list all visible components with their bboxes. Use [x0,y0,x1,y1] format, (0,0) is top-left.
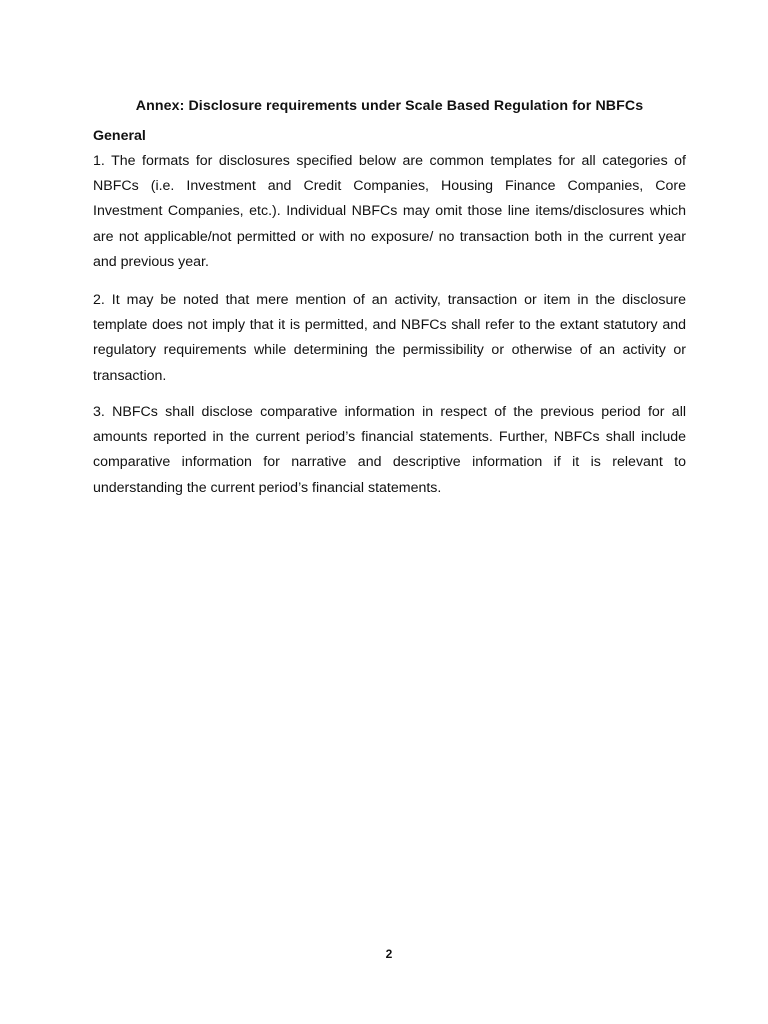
page-number: 2 [385,947,393,961]
paragraph-2: 2. It may be noted that mere mention of an activity, transaction or item in the disclosure template does not imply that it is permitted, and NBFCs shall refer to the extant statutory and regulatory requirements while determining the permissibility or otherwise of an activity or transaction. [93,292,686,384]
paragraph-3: 3. NBFCs shall disclose comparative information in respect of the previous period for all amounts reported in the current period’s financial statements. Further, NBFCs shall include comparative information for narrative and descriptive information if it is relevant to understanding the current period’s financial statements. [93,404,686,496]
page-title: Annex: Disclosure requirements under Scale Based Regulation for NBFCs [135,97,644,114]
section-heading: General [93,128,146,144]
paragraph-1: 1. The formats for disclosures specified below are common templates for all categories of NBFCs (i.e. Investment and Credit Companies, Housing Finance Companies, Core Investment Companies, etc.). Individual NBFCs may omit those line items/disclosures which are not applicable/not permitted or with no exposure/ no transaction both in the current year and previous year. [93,153,686,270]
